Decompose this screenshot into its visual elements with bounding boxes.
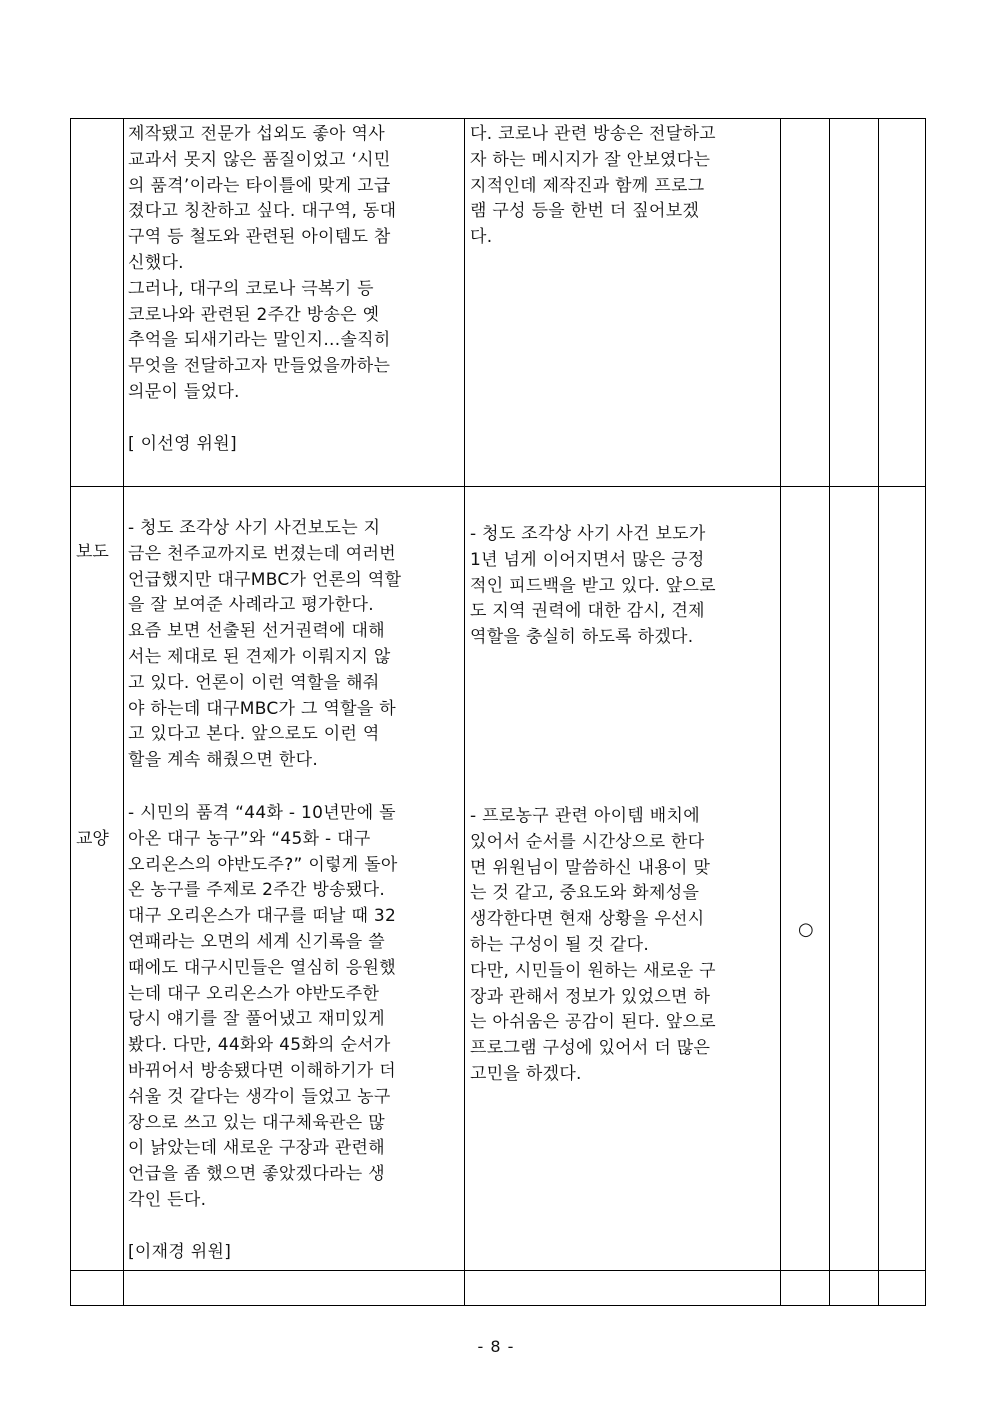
text-line: 그러나, 대구의 코로나 극복기 등 xyxy=(128,278,374,299)
text-line: 무엇을 전달하고자 만들었을까하는 xyxy=(128,356,391,377)
opinion-text xyxy=(128,516,401,774)
text-line: 는 것 같고, 중요도와 화제성을 xyxy=(470,883,700,904)
text-line: 요즘 보면 선출된 선거권력에 대해 xyxy=(128,621,385,642)
text-line: 대구 오리온스가 대구를 떠날 때 32 xyxy=(128,906,397,927)
text-line: 각인 든다. xyxy=(128,1189,207,1210)
text-line: 연패라는 오면의 세계 신기록을 쓸 xyxy=(128,931,385,952)
text-line: - 청도 조각상 사기 사건보도는 지 xyxy=(128,518,381,538)
text-line: 을 잘 보여준 사례라고 평가한다. xyxy=(128,595,374,616)
text-line: 코로나와 관련된 2주간 방송은 옛 xyxy=(128,304,380,325)
text-line: 는 아쉬움은 공감이 된다. 앞으로 xyxy=(470,1012,716,1033)
text-line: [ 이선영 위원] xyxy=(128,433,237,454)
text-line: 추억을 되새기라는 말인지...솔직히 xyxy=(128,330,391,351)
text-line: 면 위원님이 말씀하신 내용이 맞 xyxy=(470,857,711,878)
text-line: 도 지역 권력에 대한 감시, 견제 xyxy=(470,601,705,622)
text-line: 언급했지만 대구MBC가 언론의 역할 xyxy=(128,569,402,590)
text-line: 서는 제대로 된 견제가 이뤄지지 않 xyxy=(128,646,391,667)
text-line: 있어서 순서를 시간상으로 한다 xyxy=(470,831,705,852)
text-line: 바뀌어서 방송됐다면 이해하기가 더 xyxy=(128,1060,396,1081)
text-line: 봤다. 다만, 44화와 45화의 순서가 xyxy=(128,1035,391,1056)
text-line: - 프로농구 관련 아이템 배치에 xyxy=(470,806,700,826)
text-line: 고 있다. 언론이 이런 역할을 해줘 xyxy=(128,672,380,693)
response-text xyxy=(470,522,716,651)
text-line: 구역 등 철도와 관련된 아이템도 참 xyxy=(128,227,391,248)
column-divider xyxy=(464,119,465,1305)
text-line: 졌다고 칭찬하고 싶다. 대구역, 동대 xyxy=(128,201,397,222)
response-text xyxy=(470,804,716,1088)
text-line: 의문이 들었다. xyxy=(128,381,240,402)
text-line: 의 품격’이라는 타이틀에 맞게 고급 xyxy=(128,175,391,196)
category-label-culture: 교양 xyxy=(76,829,109,849)
text-line: 당시 얘기를 잘 풀어냈고 재미있게 xyxy=(128,1009,385,1030)
text-line: 는데 대구 오리온스가 야반도주한 xyxy=(128,983,380,1004)
text-line: [이재경 위원] xyxy=(128,1241,232,1262)
text-line: 고 있다고 본다. 앞으로도 이런 역 xyxy=(128,724,380,745)
text-line: 이 낡았는데 새로운 구장과 관련해 xyxy=(128,1138,385,1159)
column-divider xyxy=(878,119,879,1305)
text-line: 금은 천주교까지로 번졌는데 여러번 xyxy=(128,543,396,564)
text-line: 지적인데 제작진과 함께 프로그 xyxy=(470,175,705,196)
text-line: 자 하는 메시지가 잘 안보였다는 xyxy=(470,149,711,170)
row-divider xyxy=(71,486,925,487)
response-text xyxy=(470,122,716,251)
review-table xyxy=(70,118,926,1306)
text-line: 램 구성 등을 한번 더 짚어보겠 xyxy=(470,201,700,222)
text-line: 아온 대구 농구”와 “45화 - 대구 xyxy=(128,828,371,849)
text-line: 야 하는데 대구MBC가 그 역할을 하 xyxy=(128,698,396,719)
text-line: 역할을 충실히 하도록 하겠다. xyxy=(470,627,694,648)
check-mark: ○ xyxy=(798,919,814,940)
column-divider xyxy=(829,119,830,1305)
text-line: 교과서 못지 않은 품질이었고 ‘시민 xyxy=(128,149,391,170)
text-line: 다만, 시민들이 원하는 새로운 구 xyxy=(470,960,716,981)
text-line xyxy=(128,406,396,432)
text-line: 하는 구성이 될 것 같다. xyxy=(470,934,650,955)
text-line: 쉬울 것 같다는 생각이 들었고 농구 xyxy=(128,1086,391,1107)
text-line: 온 농구를 주제로 2주간 방송됐다. xyxy=(128,880,386,901)
opinion-text xyxy=(128,122,396,457)
column-divider xyxy=(123,119,124,1305)
text-line: - 시민의 품격 “44화 - 10년만에 돌 xyxy=(128,803,396,823)
category-label-news: 보도 xyxy=(76,542,109,562)
text-line: 오리온스의 야반도주?” 이렇게 돌아 xyxy=(128,854,398,875)
text-line: 때에도 대구시민들은 열심히 응원했 xyxy=(128,957,396,978)
text-line: - 청도 조각상 사기 사건 보도가 xyxy=(470,524,706,544)
text-line: 언급을 좀 했으면 좋았겠다라는 생 xyxy=(128,1164,385,1185)
opinion-text xyxy=(128,801,398,1265)
text-line: 적인 피드백을 받고 있다. 앞으로 xyxy=(470,575,716,596)
text-line: 장과 관해서 정보가 있었으면 하 xyxy=(470,986,711,1007)
text-line: 1년 넘게 이어지면서 많은 긍정 xyxy=(470,549,705,570)
row-divider xyxy=(71,1270,925,1271)
text-line: 신했다. xyxy=(128,252,184,273)
text-line: 할을 계속 해줬으면 한다. xyxy=(128,750,319,771)
text-line: 다. 코로나 관련 방송은 전달하고 xyxy=(470,124,716,144)
text-line: 장으로 쓰고 있는 대구체육관은 많 xyxy=(128,1112,385,1133)
text-line: 생각한다면 현재 상황을 우선시 xyxy=(470,909,705,930)
column-divider xyxy=(780,119,781,1305)
page-number: - 8 - xyxy=(477,1337,515,1356)
text-line: 프로그램 구성에 있어서 더 많은 xyxy=(470,1038,711,1059)
text-line: 고민을 하겠다. xyxy=(470,1063,582,1084)
text-line: 다. xyxy=(470,227,493,248)
text-line: 제작됐고 전문가 섭외도 좋아 역사 xyxy=(128,124,385,144)
text-line xyxy=(128,1214,398,1240)
